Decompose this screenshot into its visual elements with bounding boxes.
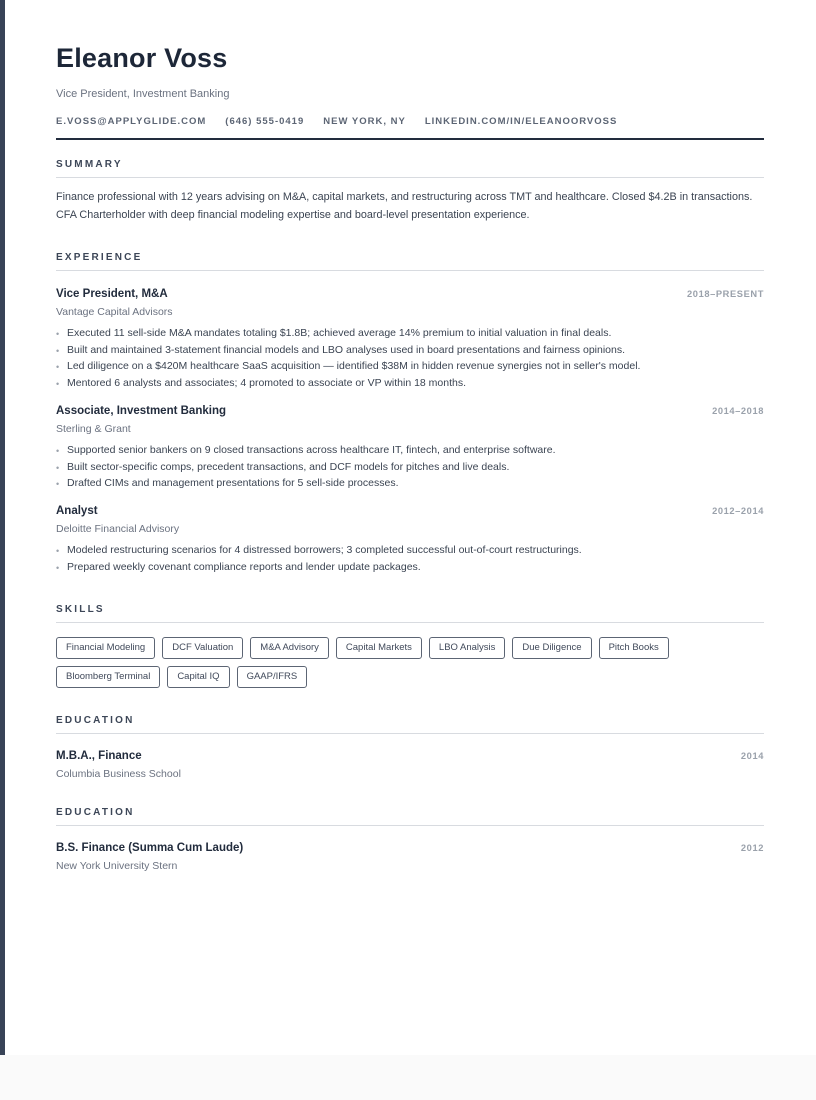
- job-title: Analyst: [56, 504, 98, 517]
- experience-heading: EXPERIENCE: [56, 252, 764, 271]
- page-accent-strip: [0, 0, 5, 1055]
- bullet-item: • Built and maintained 3-statement financial models and LBO analyses used in board presentations and fairness opinions.: [56, 342, 764, 359]
- education-row: [56, 750, 764, 762]
- job-title: Associate, Investment Banking: [56, 404, 226, 417]
- bullet-item: • Modeled restructuring scenarios for 4 distressed borrowers; 3 completed successful out-of-court restructurings.: [56, 542, 764, 559]
- skill-pill: Capital Markets: [336, 637, 422, 659]
- education-section: [56, 807, 764, 872]
- education-year: 2014: [740, 751, 764, 762]
- skill-pill: Due Diligence: [512, 637, 591, 659]
- skill-pill: Capital IQ: [167, 666, 229, 688]
- education-heading: EDUCATION: [56, 807, 764, 826]
- summary-text: Finance professional with 12 years advising on M&A, capital markets, and restructuring across TMT and healthcare. Closed $4.2B in transactions. CFA Charterholder with deep financial modeling expertise and board-level presentation experience.: [56, 191, 753, 221]
- skill-pill: Pitch Books: [599, 637, 669, 659]
- job-title: Vice President, M&A: [56, 288, 168, 300]
- experience-entry: [56, 405, 764, 492]
- contact-row: [56, 116, 764, 127]
- skills-section: [56, 604, 764, 688]
- education-degree: B.S. Finance (Summa Cum Laude): [56, 842, 244, 855]
- bullet-item: • Led diligence on a $420M healthcare SaaS acquisition — identified $38M in hidden revenue synergies not in seller's model.: [56, 358, 764, 375]
- education-row: [56, 842, 764, 854]
- summary-section: [56, 159, 764, 224]
- skill-pill: LBO Analysis: [429, 637, 506, 659]
- skill-pill: Bloomberg Terminal: [56, 666, 160, 688]
- skill-pill: GAAP/IFRS: [237, 666, 308, 688]
- bullet-item: • Built sector-specific comps, precedent transactions, and DCF models for pitches and live deals.: [56, 459, 764, 476]
- job-company: Deloitte Financial Advisory: [56, 522, 180, 535]
- skill-pill: M&A Advisory: [250, 637, 329, 659]
- bullet-item: • Prepared weekly covenant compliance reports and lender update packages.: [56, 559, 764, 576]
- entry-header: [56, 288, 764, 300]
- job-dates: 2014–2018: [712, 405, 764, 416]
- contact-location: NEW YORK, NY: [323, 116, 406, 127]
- experience-entry: [56, 288, 764, 392]
- education-school: New York University Stern: [56, 860, 178, 873]
- job-dates: 2018–PRESENT: [687, 289, 764, 299]
- education-heading: EDUCATION: [56, 715, 764, 734]
- summary-heading: SUMMARY: [56, 159, 764, 178]
- skills-list: [56, 637, 746, 688]
- job-bullets: [56, 442, 764, 492]
- header-divider: [56, 138, 764, 140]
- skill-pill: Financial Modeling: [56, 637, 155, 659]
- experience-section: [56, 252, 764, 575]
- resume-content: [56, 0, 764, 872]
- candidate-name: Eleanor Voss: [56, 43, 228, 73]
- job-bullets: [56, 542, 764, 575]
- education-school: Columbia Business School: [56, 768, 181, 781]
- bullet-item: • Supported senior bankers on 9 closed transactions across healthcare IT, fintech, and enterprise software.: [56, 442, 764, 459]
- job-company: Sterling & Grant: [56, 422, 131, 435]
- entry-header: [56, 405, 764, 417]
- skill-pill: DCF Valuation: [162, 637, 243, 659]
- job-bullets: [56, 325, 764, 392]
- education-year: 2012: [740, 843, 764, 854]
- bullet-item: • Executed 11 sell-side M&A mandates totaling $1.8B; achieved average 14% premium to initial valuation in final deals.: [56, 325, 764, 342]
- education-degree: M.B.A., Finance: [56, 750, 142, 763]
- education-section: [56, 715, 764, 780]
- bullet-item: • Mentored 6 analysts and associates; 4 promoted to associate or VP within 18 months.: [56, 375, 764, 392]
- contact-email[interactable]: E.VOSS@APPLYGLIDE.COM: [56, 116, 207, 127]
- bullet-item: • Drafted CIMs and management presentations for 5 sell-side processes.: [56, 475, 764, 492]
- experience-entry: [56, 505, 764, 575]
- candidate-title: Vice President, Investment Banking: [56, 88, 230, 100]
- job-dates: 2012–2014: [712, 505, 764, 516]
- job-company: Vantage Capital Advisors: [56, 306, 173, 318]
- contact-phone: (646) 555-0419: [225, 116, 305, 127]
- entry-header: [56, 505, 764, 517]
- skills-heading: SKILLS: [56, 604, 764, 623]
- contact-linkedin[interactable]: LINKEDIN.COM/IN/ELEANOORVOSS: [424, 116, 618, 127]
